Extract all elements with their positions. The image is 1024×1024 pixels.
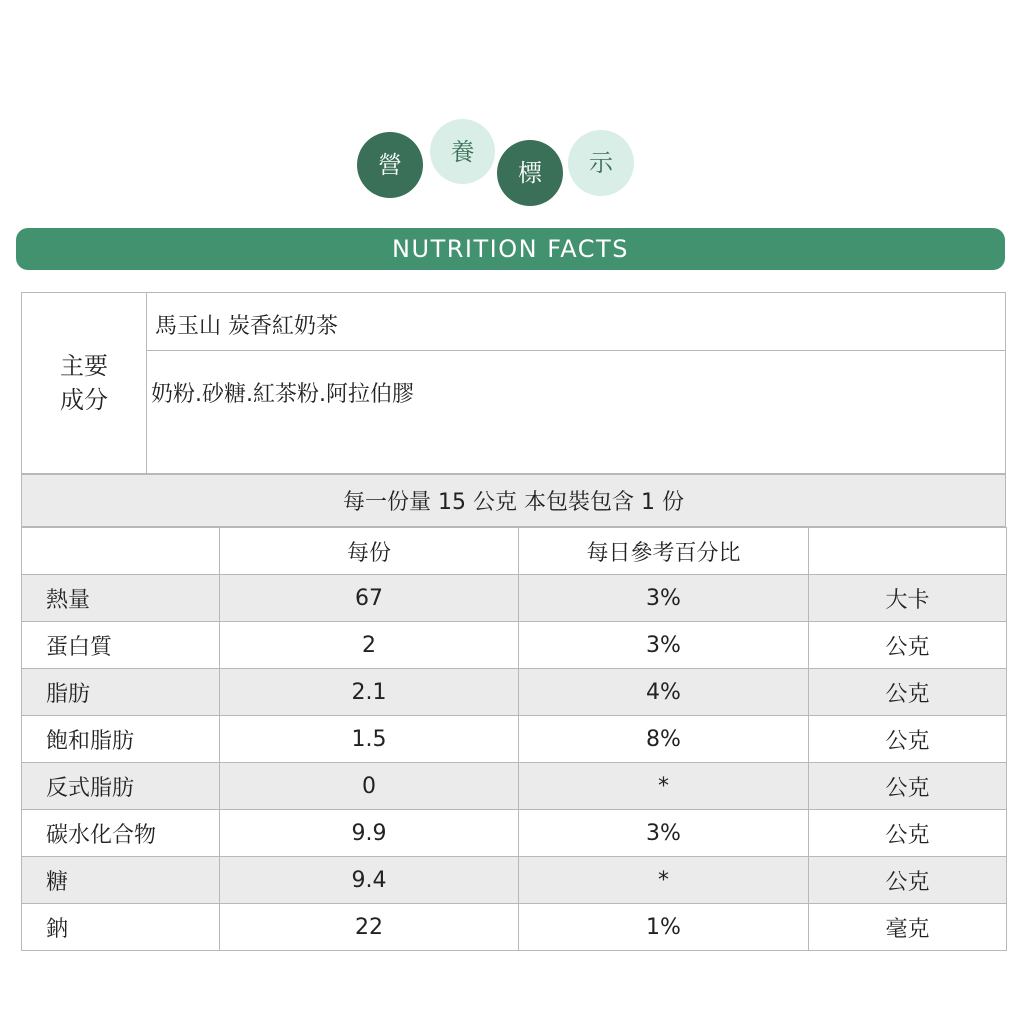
title-badge-2 — [430, 119, 495, 184]
column-header-blank — [22, 528, 220, 575]
nutrient-name: 飽和脂肪 — [22, 716, 220, 763]
nutrient-daily-value: 4% — [519, 669, 809, 716]
nutrient-value: 0 — [220, 763, 519, 810]
nutrient-unit: 公克 — [809, 857, 1007, 904]
nutrient-unit: 公克 — [809, 716, 1007, 763]
title-badge-1 — [357, 132, 423, 198]
nutrient-name: 脂肪 — [22, 669, 220, 716]
serving-size-text: 每一份量 15 公克 本包裝包含 1 份 — [343, 490, 684, 515]
nutrient-daily-value: * — [519, 857, 809, 904]
nutrient-daily-value: 3% — [519, 575, 809, 622]
nutrient-name: 熱量 — [22, 575, 220, 622]
title-char: 標 — [518, 159, 542, 187]
nutrient-name: 反式脂肪 — [22, 763, 220, 810]
nutrient-daily-value: * — [519, 763, 809, 810]
title-char: 養 — [450, 137, 475, 166]
ingredient-list-cell — [146, 350, 1006, 474]
column-header-per-serving: 每份 — [220, 528, 519, 575]
table-row — [22, 810, 1007, 857]
column-header-daily-value: 每日參考百分比 — [519, 528, 809, 575]
nutrient-value: 9.4 — [220, 857, 519, 904]
banner-title: NUTRITION FACTS — [392, 235, 629, 263]
table-row — [22, 857, 1007, 904]
title-badge-4 — [568, 130, 634, 196]
nutrient-name: 蛋白質 — [22, 622, 220, 669]
nutrient-unit: 毫克 — [809, 904, 1007, 951]
nutrient-daily-value: 1% — [519, 904, 809, 951]
ingredients-label-line1: 主要 — [60, 352, 108, 380]
nutrient-unit: 公克 — [809, 810, 1007, 857]
nutrient-unit: 公克 — [809, 669, 1007, 716]
nutrient-value: 9.9 — [220, 810, 519, 857]
table-row — [22, 622, 1007, 669]
serving-size-row — [21, 474, 1006, 527]
product-name: 馬玉山 炭香紅奶茶 — [155, 314, 338, 339]
title-badge-3 — [497, 140, 563, 206]
nutrition-facts-banner — [16, 228, 1005, 270]
column-header-row — [22, 528, 1007, 575]
title-char: 示 — [589, 149, 613, 177]
nutrient-value: 22 — [220, 904, 519, 951]
nutrient-unit: 大卡 — [809, 575, 1007, 622]
nutrition-table — [21, 527, 1007, 951]
nutrient-unit: 公克 — [809, 622, 1007, 669]
column-header-unit — [809, 528, 1007, 575]
ingredients-label-line2: 成分 — [60, 386, 108, 414]
nutrient-daily-value: 3% — [519, 622, 809, 669]
product-name-cell — [146, 292, 1006, 351]
nutrient-daily-value: 8% — [519, 716, 809, 763]
table-row — [22, 763, 1007, 810]
nutrient-value: 67 — [220, 575, 519, 622]
nutrient-name: 鈉 — [22, 904, 220, 951]
ingredients-label — [21, 292, 147, 474]
nutrient-value: 2.1 — [220, 669, 519, 716]
table-row — [22, 716, 1007, 763]
ingredient-list: 奶粉.砂糖.紅茶粉.阿拉伯膠 — [151, 382, 414, 407]
nutrient-unit: 公克 — [809, 763, 1007, 810]
nutrient-name: 糖 — [22, 857, 220, 904]
nutrient-value: 1.5 — [220, 716, 519, 763]
nutrient-value: 2 — [220, 622, 519, 669]
table-row — [22, 669, 1007, 716]
table-row — [22, 904, 1007, 951]
table-row — [22, 575, 1007, 622]
nutrient-daily-value: 3% — [519, 810, 809, 857]
nutrient-name: 碳水化合物 — [22, 810, 220, 857]
title-char: 營 — [378, 151, 402, 179]
